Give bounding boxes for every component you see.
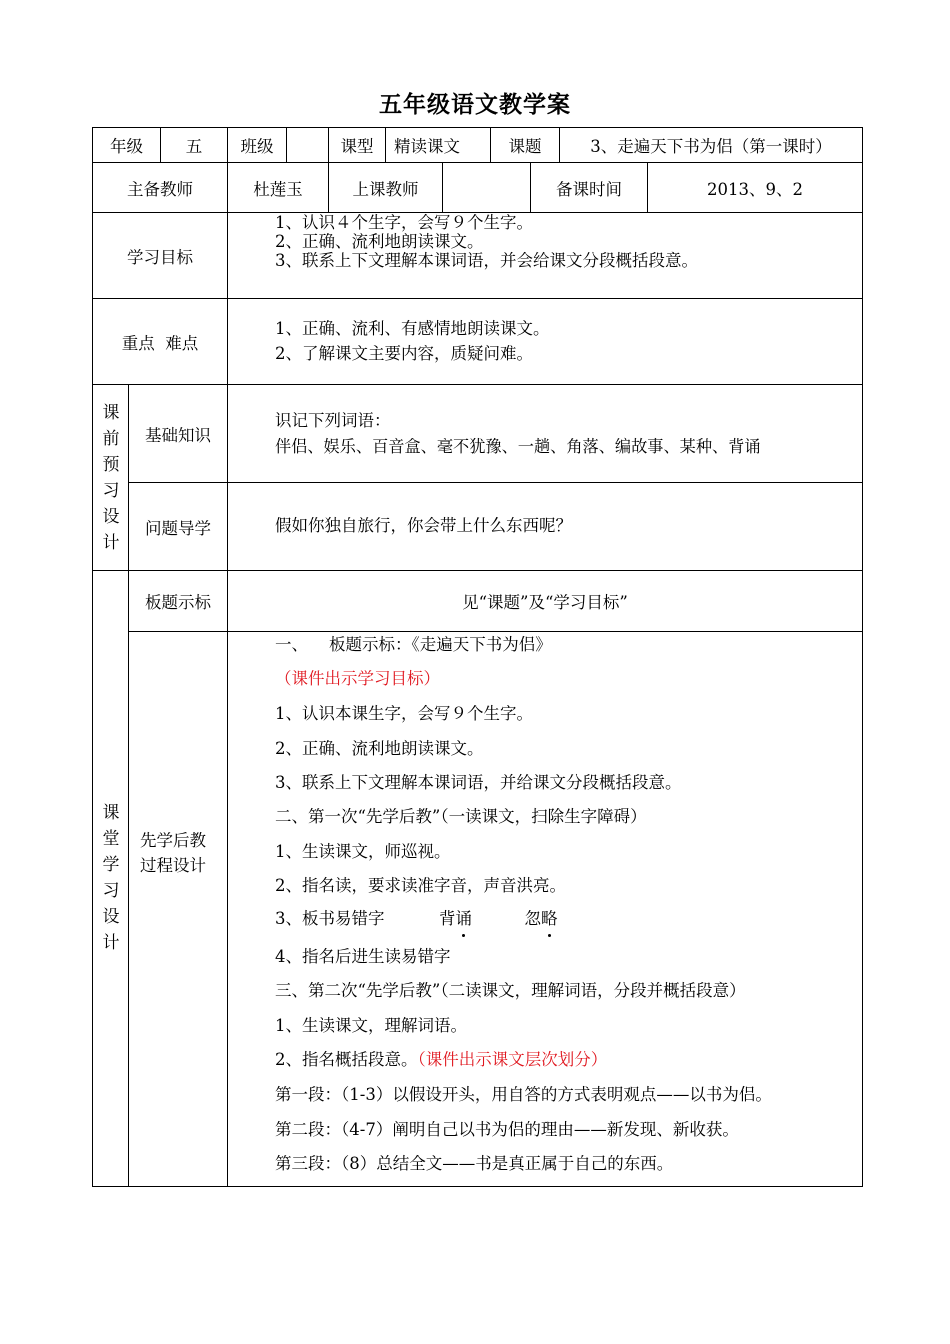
grade-label: 年级 (110, 137, 143, 156)
process-line: 二、第一次“先学后教”（一读课文，扫除生字障碍） (275, 807, 647, 826)
goal-item: 3、联系上下文理解本课词语，并会给课文分段概括段意。 (275, 251, 698, 270)
process-line: 2、正确、流利地朗读课文。 (275, 739, 484, 758)
class-value (287, 128, 328, 162)
board-label: 板题示标 (145, 593, 211, 612)
basic-knowledge-intro: 识记下列词语： (275, 411, 391, 430)
teacher-label: 上课教师 (352, 179, 419, 199)
basic-knowledge-words: 伴侣、娱乐、百音盒、毫不犹豫、一趟、角落、编故事、某种、背诵 (275, 437, 761, 456)
process-line: 1、认识本课生字，会写９个生字。 (275, 704, 533, 723)
goals-label: 学习目标 (127, 247, 193, 267)
process-line: 2、指名读，要求读准字音，声音洪亮。 (275, 876, 566, 895)
question-guide-text: 假如你独自旅行，你会带上什么东西呢？ (275, 516, 572, 535)
grade-value: 五 (185, 137, 203, 156)
topic-value: 3、走遍天下书为侣（第一课时） (590, 137, 832, 156)
process-line: 1、生读课文，理解词语。 (275, 1016, 467, 1035)
key-point-item: 2、了解课文主要内容，质疑问难。 (275, 344, 533, 363)
process-line: 1、生读课文，师巡视。 (275, 842, 451, 861)
lead-teacher-label: 主备教师 (127, 179, 193, 199)
process-line: 三、第二次“先学后教”（二读课文，理解词语，分段并概括段意） (275, 981, 746, 1000)
process-line-highlight: （课件出示学习目标） (275, 669, 440, 688)
process-line: 一、 板题示标：《走遍天下书为侣》 (275, 635, 552, 654)
typo-line: 3、板书易错字 背诵 忽略 (275, 909, 558, 928)
type-label: 课型 (340, 137, 374, 156)
topic-label: 课题 (508, 137, 542, 156)
type-value: 精读课文 (394, 137, 460, 156)
lead-teacher-value: 杜莲玉 (253, 179, 303, 199)
classroom-section-label: 课 堂 学 习 设 计 (102, 803, 120, 953)
board-value: 见“课题”及“学习目标” (462, 593, 628, 612)
class-label: 班级 (240, 137, 274, 156)
teacher-value (443, 163, 530, 212)
summary-highlight: （课件出示课文层次划分） (417, 1050, 608, 1069)
goal-item: 1、认识４个生字，会写９个生字。 (275, 213, 533, 232)
prep-time-value: 2013、9、2 (707, 179, 803, 199)
prep-time-label: 备课时间 (556, 179, 622, 199)
key-points-label: 重点 难点 (121, 333, 199, 353)
goal-item: 2、正确、流利地朗读课文。 (275, 232, 484, 251)
process-line: 第三段：（8）总结全文——书是真正属于自己的东西。 (275, 1154, 674, 1173)
preview-section-label: 课 前 预 习 设 计 (102, 403, 120, 553)
summary-line: 2、指名概括段意。（课件出示课文层次划分） (275, 1050, 608, 1069)
key-point-item: 1、正确、流利、有感情地朗读课文。 (275, 319, 550, 338)
basic-knowledge-label: 基础知识 (145, 425, 211, 445)
process-line: 3、联系上下文理解本课词语，并给课文分段概括段意。 (275, 773, 682, 792)
process-line: 第二段：（4-7）阐明自己以书为侣的理由——新发现、新收获。 (275, 1120, 739, 1139)
page-title: 五年级语文教学案 (379, 91, 571, 118)
question-guide-label: 问题导学 (145, 518, 211, 538)
process-line: 4、指名后进生读易错字 (275, 947, 451, 966)
process-line: 第一段：（1-3）以假设开头，用自答的方式表明观点——以书为侣。 (275, 1085, 772, 1104)
